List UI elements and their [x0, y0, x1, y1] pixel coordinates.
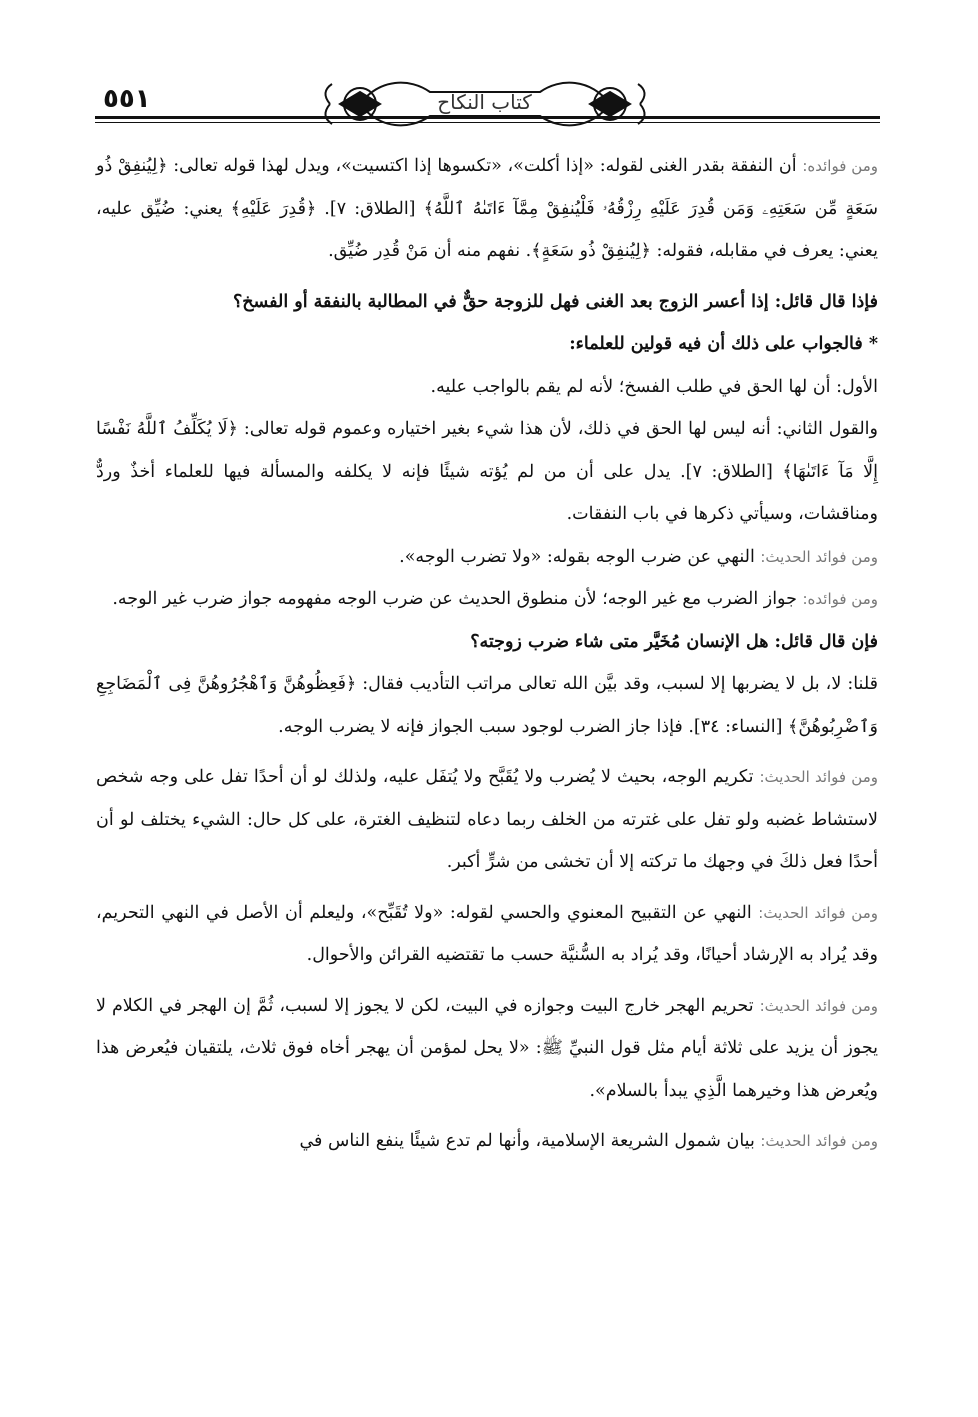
- paragraph-text: فإذا قال قائل: إذا أعسر الزوج بعد الغنى فهل للزوجة حقٌّ في المطالبة بالنفقة أو الفسخ؟: [232, 291, 878, 312]
- paragraph: [96, 892, 878, 977]
- paragraph: [96, 621, 878, 664]
- paragraph-lead: ومن فوائد الحديث:: [758, 903, 878, 922]
- paragraph-lead: ومن فوائد الحديث:: [759, 996, 878, 1015]
- paragraph-text: قلنا: لا، بل لا يضربها إلا لسبب، وقد بيَّن الله تعالى مراتب التأديب فقال: ﴿فَعِظُوهُنَّ وَٱهْجُرُوهُنَّ فِى ٱلْمَضَاجِعِ وَٱضْرِبُوهُنَّ﴾ [النساء: ٣٤]. فإذا جاز الضرب لوجود سبب الجواز فإنه لا يضرب الوجه.: [96, 674, 878, 737]
- ornament-frame: [320, 72, 650, 136]
- paragraph-lead: ومن فوائد الحديث:: [759, 768, 879, 786]
- page-body: [96, 145, 878, 1163]
- paragraph-text: جواز الضرب مع غير الوجه؛ لأن منطوق الحديث عن ضرب الوجه مفهومه جواز ضرب غير الوجه.: [112, 589, 803, 609]
- paragraph: [96, 985, 878, 1113]
- paragraph: [96, 323, 878, 366]
- paragraph-text: * فالجواب على ذلك أن فيه قولين للعلماء:: [569, 334, 878, 354]
- paragraph: [96, 145, 878, 273]
- paragraph: [96, 536, 878, 579]
- paragraph: [96, 408, 878, 536]
- paragraph: [96, 281, 878, 324]
- paragraph-lead: ومن فوائد الحديث:: [760, 1132, 878, 1150]
- paragraph: [96, 366, 878, 409]
- paragraph-lead: ومن فوائده:: [802, 590, 878, 608]
- paragraph-text: أن النفقة بقدر الغنى لقوله: «إذا أكلت»، «تكسوها إذا اكتسيت»، ويدل لهذا قوله تعالى: ﴿لِيُنفِقْ ذُو سَعَةٍ مِّن سَعَتِهِۦ وَمَن قُدِرَ عَلَيْهِ رِزْقُهُۥ فَلْيُنفِقْ مِمَّآ ءَاتَىٰهُ ٱللَّهُ﴾ [الطلاق: ٧]. ﴿قُدِرَ عَلَيْهِ﴾ يعني: ضُيِّق عليه، يعني: يعرف في مقابله، فقوله: ﴿لِيُنفِقْ ذُو سَعَةٍ﴾. نفهم منه أن مَنْ قُدِر ضُيِّق.: [96, 156, 878, 261]
- paragraph-lead: ومن فوائد الحديث:: [760, 547, 878, 566]
- paragraph-text: النهي عن التقبيح المعنوي والحسي لقوله: «ولا تُقَبِّح»، وليعلم أن الأصل في النهي التحريم، وقد يُراد به الإرشاد أحيانًا، وقد يُراد به السُّنيَّة حسب ما تقتضيه القرائن والأحوال.: [96, 902, 878, 965]
- paragraph: [96, 1120, 878, 1163]
- paragraph: [96, 663, 878, 748]
- paragraph-text: والقول الثاني: أنه ليس لها الحق في ذلك، لأن هذا شيء بغير اختياره وعموم قوله تعالى: ﴿لَا يُكَلِّفُ ٱللَّهُ نَفْسًا إِلَّا مَآ ءَاتَىٰهَا﴾ [الطلاق: ٧]. يدل على أن من لم يُؤته شيئًا فإنه لا يكلفه والمسألة فيها للعلماء أخذٌ وردٌّ ومناقشات، وسيأتي ذكرها في باب النفقات.: [96, 419, 878, 524]
- paragraph-text: بيان شمول الشريعة الإسلامية، وأنها لم تدع شيئًا ينفع الناس في: [299, 1131, 761, 1151]
- paragraph-lead: ومن فوائده:: [802, 157, 878, 175]
- book-title: كتاب النكاح: [437, 90, 532, 114]
- paragraph-text: تحريم الهجر خارج البيت وجوازه في البيت، لكن لا يجوز إلا لسبب، ثُمَّ إن الهجر في الكلام لا يجوز أن يزيد على ثلاثة أيام مثل قول النبيِّ ﷺ: «لا يحل لمؤمن أن يهجر أخاه فوق ثلاث، يلتقيان فيُعرض هذا ويُعرض هذا وخيرهما الَّذِي يبدأ بالسلام».: [96, 995, 878, 1101]
- paragraph: [96, 578, 878, 621]
- page-number: ٥٥١: [103, 84, 151, 114]
- header-rule: [95, 116, 880, 119]
- paragraph: [96, 756, 878, 884]
- header-rule-thin: [95, 122, 880, 123]
- paragraph-text: النهي عن ضرب الوجه بقوله: «ولا تضرب الوجه».: [399, 546, 761, 567]
- page-header: [95, 70, 880, 140]
- paragraph-text: فإن قال قائل: هل الإنسان مُخَيَّر متى شاء ضرب زوجته؟: [470, 631, 878, 652]
- paragraph-text: الأول: أن لها الحق في طلب الفسخ؛ لأنه لم يقم بالواجب عليه.: [430, 376, 878, 397]
- paragraph-text: تكريم الوجه، بحيث لا يُضرب ولا يُقَبَّح ولا يُتفَل عليه، ولذلك لو أن أحدًا تفل على وجه شخص لاستشاط غضبه ولو تفل على غترته من الخلف ربما دعاه لتنظيف الغترة، على كل حال: الشيء يختلف لو أن أحدًا فعل ذلكَ في وجهك ما تركته إلا أن تخشى من شرٍّ أكبر.: [96, 767, 878, 872]
